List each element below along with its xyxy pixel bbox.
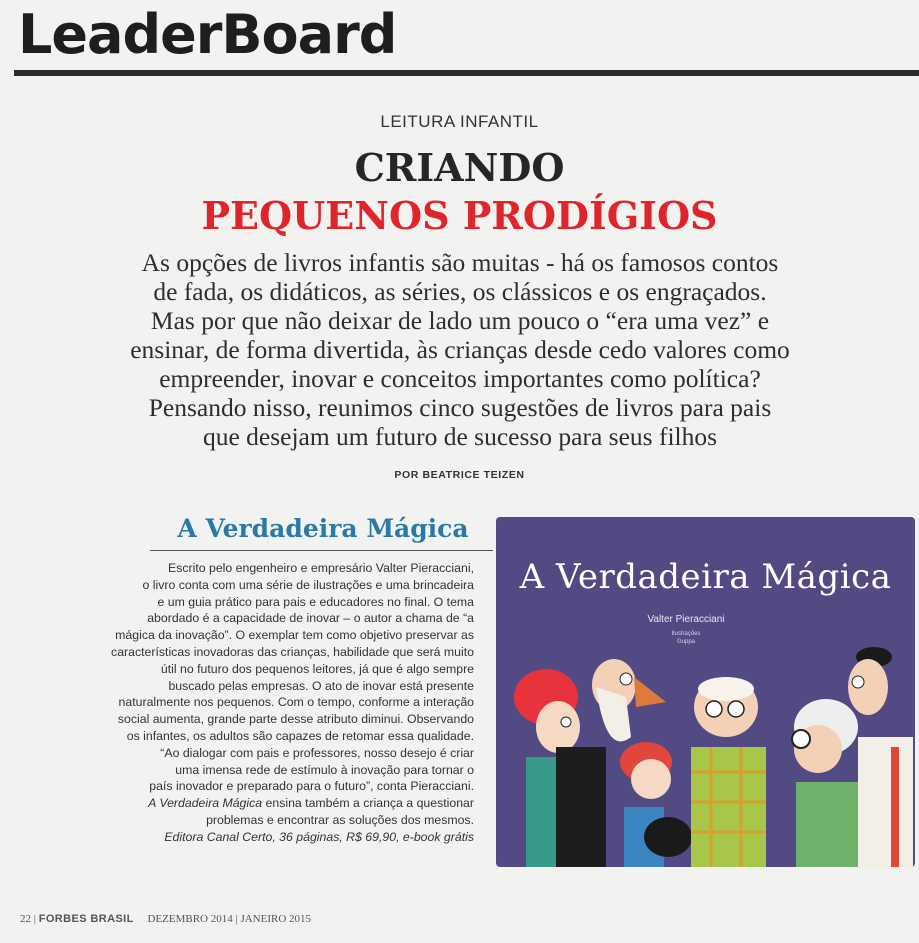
body-line: naturalmente nos pequenos. Com o tempo, conforme a interação: [118, 695, 474, 710]
masthead-rule: [14, 70, 919, 76]
cover-illustrator-name: Guppa: [676, 639, 695, 645]
body-line: buscado pelas empresas. O ato de inovar está presente: [168, 678, 474, 693]
body-italic-title: A Verdadeira Mágica: [148, 796, 263, 811]
book-title-rule: [150, 550, 493, 551]
body-line: os infantes, os adultos são capazes de retomar essa qualidade.: [126, 728, 474, 743]
deck-line: Pensando nisso, reunimos cinco sugestões de livros para pais: [148, 393, 772, 422]
headline-line-1: CRIANDO: [354, 145, 565, 190]
body-line: social aumenta, grande parte desse atributo diminui. Observando: [117, 712, 474, 727]
page-footer: [20, 913, 900, 925]
book-details-text: Editora Canal Certo, 36 páginas, R$ 69,90, e-book grátis: [164, 829, 474, 844]
magazine-name: FORBES BRASIL: [38, 913, 134, 925]
cover-title: A Verdadeira Mágica: [519, 557, 892, 597]
deck-line: que desejam um futuro de sucesso para seus filhos: [202, 422, 718, 451]
body-line-rest: ensina também a criança a questionar: [262, 796, 474, 811]
book-cover-image: [496, 517, 915, 867]
deck-line: As opções de livros infantis são muitas - há os famosos contos: [141, 248, 779, 277]
body-line: abordado é a capacidade de inovar – o autor a chama de “a: [147, 611, 474, 626]
byline: POR BEATRICE TEIZEN: [394, 469, 525, 481]
body-line: e um guia prático para pais e educadores no final. O tema: [157, 594, 474, 609]
cover-illustrator: [496, 630, 876, 646]
cover-author: Valter Pieracciani: [647, 614, 725, 625]
body-line: o livro conta com uma série de ilustrações e uma brincadeira: [142, 577, 474, 592]
book-review-body: [14, 560, 474, 846]
masthead: [14, 0, 919, 80]
deck-line: Mas por que não deixar de lado um pouco o “era uma vez” e: [150, 306, 770, 335]
headline-line-2: PEQUENOS PRODÍGIOS: [201, 193, 718, 238]
deck-line: ensinar, de forma divertida, às crianças desde cedo valores como: [130, 335, 790, 364]
footer-gap: [137, 913, 145, 925]
body-line: país inovador e preparado para o futuro”, conta Pieracciani.: [149, 779, 474, 794]
deck-line: empreender, inovar e conceitos importantes como política?: [159, 364, 761, 393]
deck-line: de fada, os didáticos, as séries, os clássicos e os engraçados.: [153, 277, 767, 306]
masthead-title: LeaderBoard: [18, 3, 397, 66]
body-line: problemas e encontrar as soluções dos mesmos.: [206, 812, 474, 827]
body-line: [14, 795, 474, 812]
section-label: LEITURA INFANTIL: [380, 112, 539, 131]
page-number: 22: [20, 913, 31, 925]
body-line: características inovadoras das crianças, habilidade que será muito: [111, 644, 474, 659]
body-line: mágica da inovação”. O exemplar tem como objetivo preservar as: [115, 628, 474, 643]
body-line: uma imensa rede de estímulo à inovação para tornar o: [175, 762, 474, 777]
body-line: “Ao dialogar com pais e professores, nosso desejo é criar: [160, 745, 474, 760]
footer-divider: |: [33, 913, 39, 925]
book-title: A Verdadeira Mágica: [177, 514, 469, 543]
body-line: Escrito pelo engenheiro e empresário Valter Pieracciani,: [168, 561, 474, 575]
article-deck: [60, 248, 860, 451]
body-line: útil no futuro dos pequenos leitores, já que é algo sempre: [160, 661, 474, 676]
cover-illustrations-label: Ilustrações: [671, 631, 701, 637]
issue-date: DEZEMBRO 2014 | JANEIRO 2015: [147, 913, 312, 925]
book-details: [14, 829, 474, 846]
